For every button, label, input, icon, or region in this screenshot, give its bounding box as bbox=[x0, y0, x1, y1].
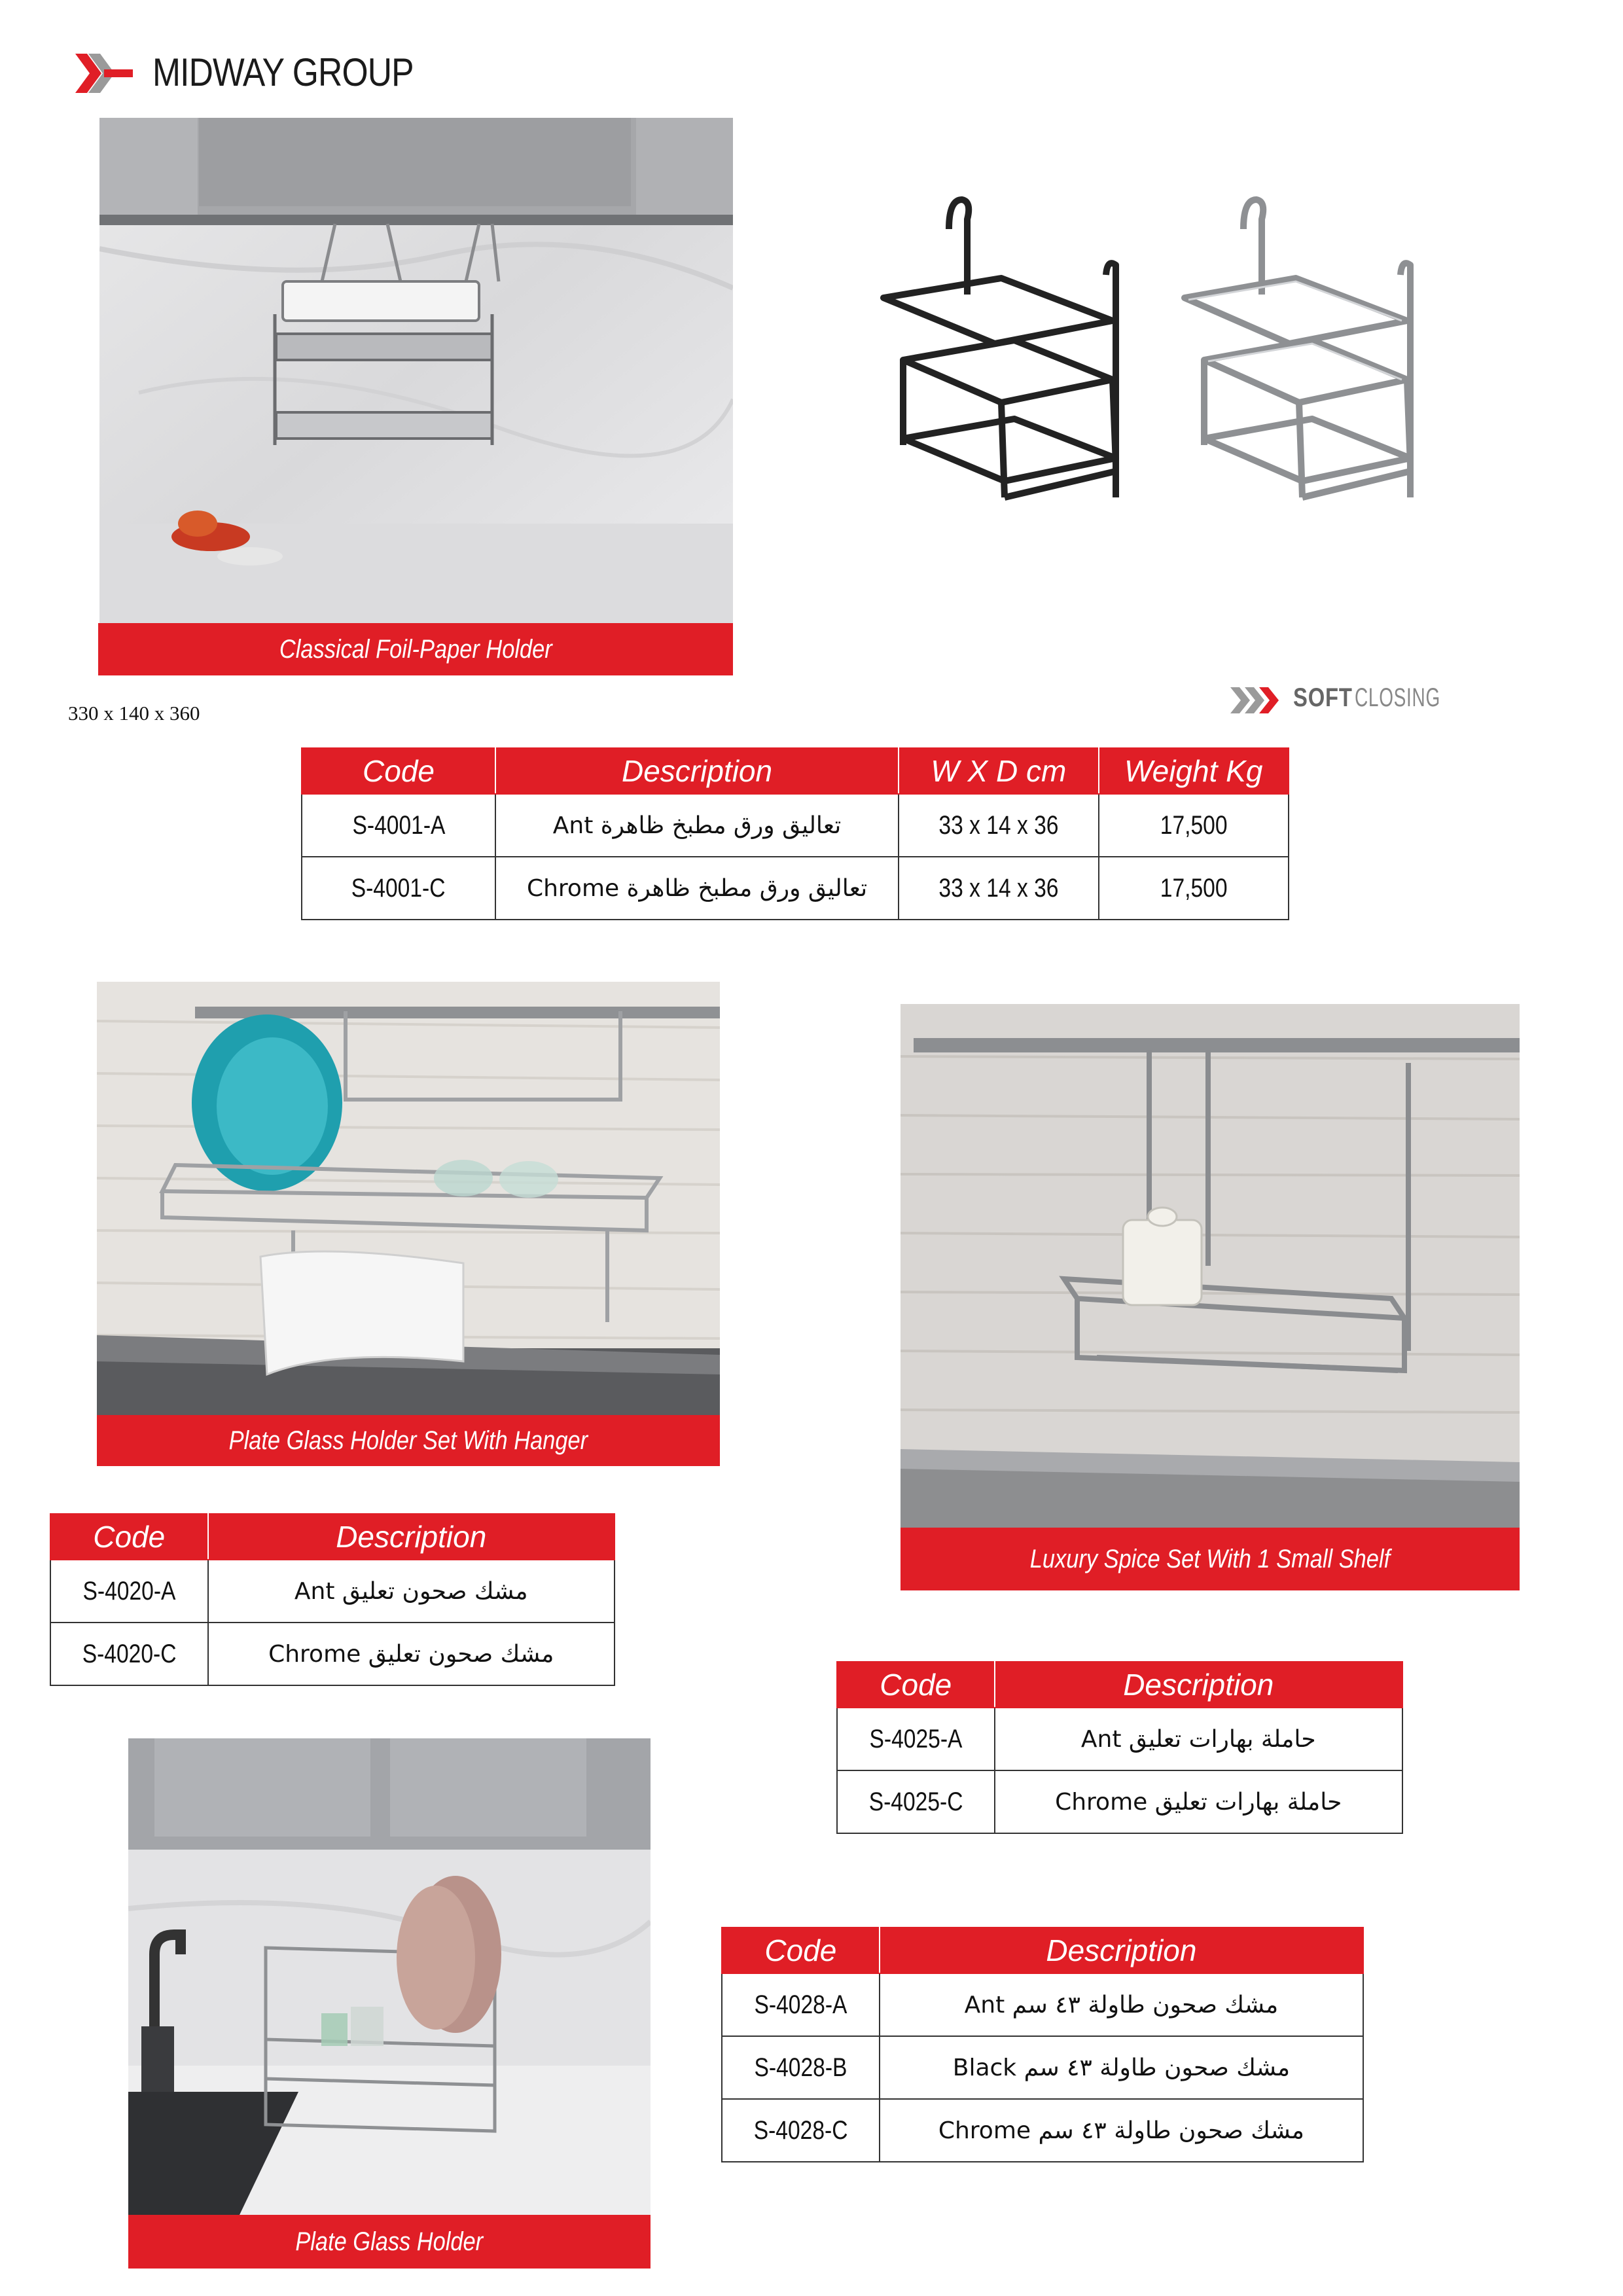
header-code: Code bbox=[722, 1928, 880, 1973]
cell-code: S-4020-C bbox=[82, 1639, 177, 1668]
cell-description: حاملة بهارات تعليق Ant bbox=[995, 1708, 1402, 1770]
midway-x-logo-icon bbox=[75, 54, 134, 93]
caption-foil-paper-holder bbox=[98, 623, 733, 675]
table-row bbox=[837, 1708, 1402, 1770]
cell-weight: 17,500 bbox=[1160, 873, 1228, 903]
header-description: Description bbox=[880, 1928, 1363, 1973]
cell-description: مشك صحون طاولة ٤٣ سم Black bbox=[880, 2036, 1363, 2099]
product-photo-plate-glass-holder-hanger bbox=[97, 982, 720, 1415]
table-header-row bbox=[50, 1514, 615, 1560]
cell-description: مشك صحون طاولة ٤٣ سم Ant bbox=[880, 1973, 1363, 2036]
cell-description: تعاليق ورق مطبخ ظاهرة Ant bbox=[495, 794, 899, 857]
header-weight: Weight Kg bbox=[1099, 748, 1289, 794]
spec-table-foil-paper-holder bbox=[301, 747, 1289, 920]
table-header-row bbox=[302, 748, 1289, 794]
table-row bbox=[722, 1973, 1363, 2036]
table-row bbox=[722, 2036, 1363, 2099]
table-row bbox=[302, 857, 1289, 920]
product-photo-plate-glass-holder bbox=[128, 1738, 651, 2215]
caption-luxury-spice-set bbox=[901, 1528, 1520, 1590]
cell-code: S-4028-C bbox=[753, 2115, 848, 2145]
cell-dimensions: 33 x 14 x 36 bbox=[938, 873, 1059, 903]
cell-code: S-4001-A bbox=[352, 810, 445, 840]
table-header-row bbox=[837, 1662, 1402, 1708]
cell-description: تعاليق ورق مطبخ ظاهرة Chrome bbox=[495, 857, 899, 920]
cell-code: S-4025-A bbox=[869, 1724, 963, 1753]
cell-code: S-4020-A bbox=[82, 1576, 176, 1605]
cell-dimensions: 33 x 14 x 36 bbox=[938, 810, 1059, 840]
caption-plate-glass-holder bbox=[128, 2215, 651, 2269]
cell-code: S-4028-B bbox=[754, 2053, 847, 2082]
product-photo-foil-paper-holder bbox=[99, 118, 733, 623]
product-drawing-chrome bbox=[1165, 190, 1446, 530]
table-row bbox=[722, 2099, 1363, 2162]
soft-closing-prefix: SOFT bbox=[1293, 683, 1353, 712]
cell-weight: 17,500 bbox=[1160, 810, 1228, 840]
header-description: Description bbox=[208, 1514, 615, 1560]
soft-closing-arrows-icon bbox=[1230, 687, 1289, 713]
table-row bbox=[50, 1623, 615, 1685]
table-header-row bbox=[722, 1928, 1363, 1973]
caption-text: Plate Glass Holder Set With Hanger bbox=[228, 1426, 588, 1455]
brand-header bbox=[75, 47, 533, 99]
table-row bbox=[302, 794, 1289, 857]
cell-description: مشك صحون تعليق Chrome bbox=[208, 1623, 615, 1685]
cell-code: S-4028-A bbox=[754, 1990, 847, 2019]
table-row bbox=[50, 1560, 615, 1623]
product-drawing-ant bbox=[864, 190, 1145, 530]
header-code: Code bbox=[302, 748, 495, 794]
header-dimensions: W X D cm bbox=[899, 748, 1098, 794]
cell-description: مشك صحون طاولة ٤٣ سم Chrome bbox=[880, 2099, 1363, 2162]
caption-plate-glass-holder-hanger bbox=[97, 1415, 720, 1466]
header-description: Description bbox=[495, 748, 899, 794]
cell-code: S-4025-C bbox=[868, 1787, 963, 1816]
header-code: Code bbox=[50, 1514, 208, 1560]
spec-table-luxury-spice-set bbox=[836, 1661, 1403, 1834]
soft-closing-badge bbox=[1230, 681, 1446, 720]
caption-text: Classical Foil-Paper Holder bbox=[279, 634, 552, 664]
table-row bbox=[837, 1770, 1402, 1833]
soft-closing-suffix: CLOSING bbox=[1355, 683, 1440, 712]
spec-table-plate-glass-holder bbox=[721, 1927, 1364, 2162]
product-photo-luxury-spice-set bbox=[901, 1004, 1520, 1528]
caption-text: Plate Glass Holder bbox=[295, 2227, 484, 2256]
caption-text: Luxury Spice Set With 1 Small Shelf bbox=[1029, 1544, 1391, 1573]
cell-code: S-4001-C bbox=[351, 873, 446, 903]
brand-name: MIDWAY GROUP bbox=[152, 50, 414, 94]
spec-table-plate-glass-holder-hanger bbox=[50, 1513, 615, 1686]
header-code: Code bbox=[837, 1662, 995, 1708]
cell-description: حاملة بهارات تعليق Chrome bbox=[995, 1770, 1402, 1833]
cell-description: مشك صحون تعليق Ant bbox=[208, 1560, 615, 1623]
header-description: Description bbox=[995, 1662, 1402, 1708]
product-dimensions: 330 x 140 x 360 bbox=[68, 702, 200, 725]
